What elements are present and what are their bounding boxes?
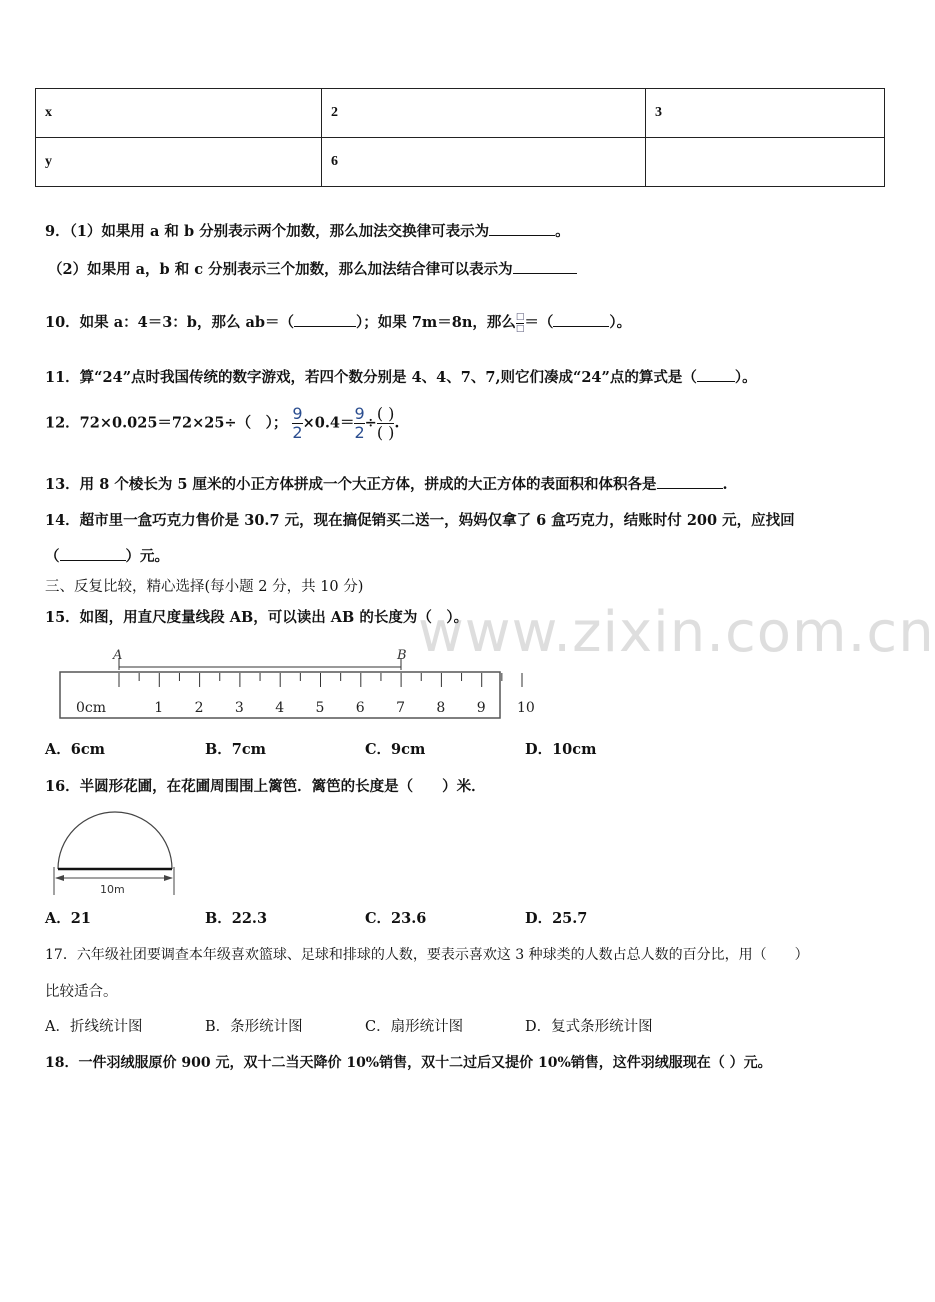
- table-cell: x: [36, 89, 322, 138]
- xy-table: [35, 88, 885, 187]
- question-text: ×0.4＝: [302, 414, 355, 432]
- ruler-tick-label: 0cm: [76, 700, 107, 716]
- question-text: 14．超市里一盒巧克力售价是 30.7 元，现在搞促销买二送一，妈妈仅拿了 6 盒巧克力，结账时付 200 元，应找回: [45, 512, 795, 529]
- label-b: B: [397, 648, 407, 663]
- watermark: www.zixin.com.cn: [418, 600, 935, 665]
- option-d[interactable]: D．复式条形统计图: [525, 1019, 653, 1035]
- question-text: ）。: [734, 369, 757, 386]
- ruler-tick-label: 5: [315, 700, 325, 716]
- ruler-tick-label: 1: [154, 700, 164, 716]
- question-text: 13．用 8 个棱长为 5 厘米的小正方体拼成一个大正方体，拼成的大正方体的表面积和体积各是: [45, 476, 657, 493]
- table-row: [36, 89, 885, 138]
- option-a[interactable]: A．21: [45, 910, 91, 927]
- question-text: .: [394, 414, 400, 432]
- fraction-numerator: 9: [354, 404, 365, 423]
- table-row: [36, 138, 885, 187]
- fraction-nine-halves: [292, 406, 302, 441]
- option-b[interactable]: B．条形统计图: [205, 1019, 303, 1035]
- question-text: 11．算“24”点时我国传统的数字游戏，若四个数分别是 4、4、7、7,则它们凑成“24”点的算式是（: [45, 369, 697, 386]
- ruler-tick-label: 9: [476, 700, 486, 716]
- table-cell: 2: [322, 89, 646, 138]
- fraction-numerator: 9: [292, 404, 303, 423]
- question-10: [45, 311, 631, 334]
- table-cell: 3: [646, 89, 885, 138]
- ruler-tick-label: 7: [396, 700, 406, 716]
- section-heading: 三、反复比较，精心选择(每小题 2 分，共 10 分): [45, 579, 364, 595]
- fraction-numerator: □: [515, 311, 525, 322]
- ruler-tick-label: 3: [234, 700, 244, 716]
- answer-blank[interactable]: [513, 259, 577, 274]
- fraction-denominator: ( ): [376, 423, 395, 442]
- table-cell: y: [36, 138, 322, 187]
- question-11: [45, 366, 757, 387]
- question-text: （2）如果用 a，b 和 c 分别表示三个加数，那么加法结合律可以表示为: [48, 261, 513, 278]
- question-18: 18．一件羽绒服原价 900 元，双十二当天降价 10%销售，双十二过后又提价 10%销售，这件羽绒服现在（ ）元。: [45, 1055, 772, 1071]
- fraction-denominator: □: [515, 323, 525, 334]
- question-text: 10．如果 a：4＝3：b，那么 ab＝（: [45, 314, 295, 331]
- option-b[interactable]: B．22.3: [205, 910, 268, 927]
- question-14-line-1: [45, 509, 795, 530]
- option-d[interactable]: D．25.7: [525, 910, 588, 927]
- ruler-tick-label: 8: [436, 700, 446, 716]
- fraction-denominator: 2: [354, 423, 365, 442]
- option-b[interactable]: B．7cm: [205, 741, 267, 758]
- answer-blank[interactable]: [60, 546, 126, 561]
- semicircle-diagram: [48, 805, 183, 900]
- question-text: ）；如果 7m＝8n，那么: [356, 314, 516, 331]
- fraction-denominator: 2: [292, 423, 303, 442]
- ruler-diagram: [50, 640, 535, 725]
- question-text: 17．六年级社团要调查本年级喜欢篮球、足球和排球的人数，要表示喜欢这 3 种球类的人数占总人数的百分比，用（ ）: [45, 947, 809, 963]
- answer-blank[interactable]: [657, 474, 723, 489]
- ruler-tick-label: 6: [355, 700, 365, 716]
- fraction-nine-halves: [354, 406, 364, 441]
- question-13: [45, 473, 728, 494]
- question-14-line-2: [45, 545, 169, 566]
- table-cell: 6: [322, 138, 646, 187]
- question-12: [45, 406, 399, 441]
- option-c[interactable]: C．9cm: [365, 741, 426, 758]
- question-17-line-1: [45, 944, 809, 964]
- question-9-line-1: [45, 220, 570, 241]
- diameter-label: 10m: [100, 883, 125, 896]
- question-text: （: [45, 548, 60, 565]
- fraction-blank[interactable]: [377, 406, 395, 441]
- question-text: ）元。: [125, 548, 169, 565]
- label-a: A: [113, 648, 123, 663]
- question-text: ÷: [364, 414, 377, 432]
- fraction-numerator: ( ): [376, 404, 395, 423]
- answer-blank[interactable]: [489, 221, 555, 236]
- ruler-tick-label: 10: [517, 700, 535, 716]
- question-text: 9．（1）如果用 a 和 b 分别表示两个加数，那么加法交换律可表示为: [45, 223, 490, 240]
- answer-blank[interactable]: [553, 312, 609, 327]
- option-a[interactable]: A．折线统计图: [45, 1019, 143, 1035]
- option-d[interactable]: D．10cm: [525, 741, 597, 758]
- question-text: .: [722, 476, 728, 493]
- option-c[interactable]: C．23.6: [365, 910, 427, 927]
- table-cell: [646, 138, 885, 187]
- answer-blank[interactable]: [697, 367, 735, 382]
- answer-blank[interactable]: [294, 312, 356, 327]
- ruler-tick-label: 4: [275, 700, 285, 716]
- question-15: 15．如图，用直尺度量线段 AB，可以读出 AB 的长度为（ ）。: [45, 609, 469, 626]
- option-c[interactable]: C．扇形统计图: [365, 1019, 464, 1035]
- question-text: ）。: [609, 314, 632, 331]
- question-17-line-2: 比较适合。: [45, 984, 118, 1000]
- option-a[interactable]: A．6cm: [45, 741, 106, 758]
- question-9-line-2: [48, 258, 577, 279]
- question-16: 16．半圆形花圃，在花圃周围围上篱笆．篱笆的长度是（ ）米．: [45, 778, 486, 795]
- question-text: ＝（: [524, 314, 554, 331]
- question-text: 12．72×0.025＝72×25÷（ ）；: [45, 414, 288, 432]
- ruler-tick-label: 2: [194, 700, 204, 716]
- question-text: 。: [555, 223, 570, 240]
